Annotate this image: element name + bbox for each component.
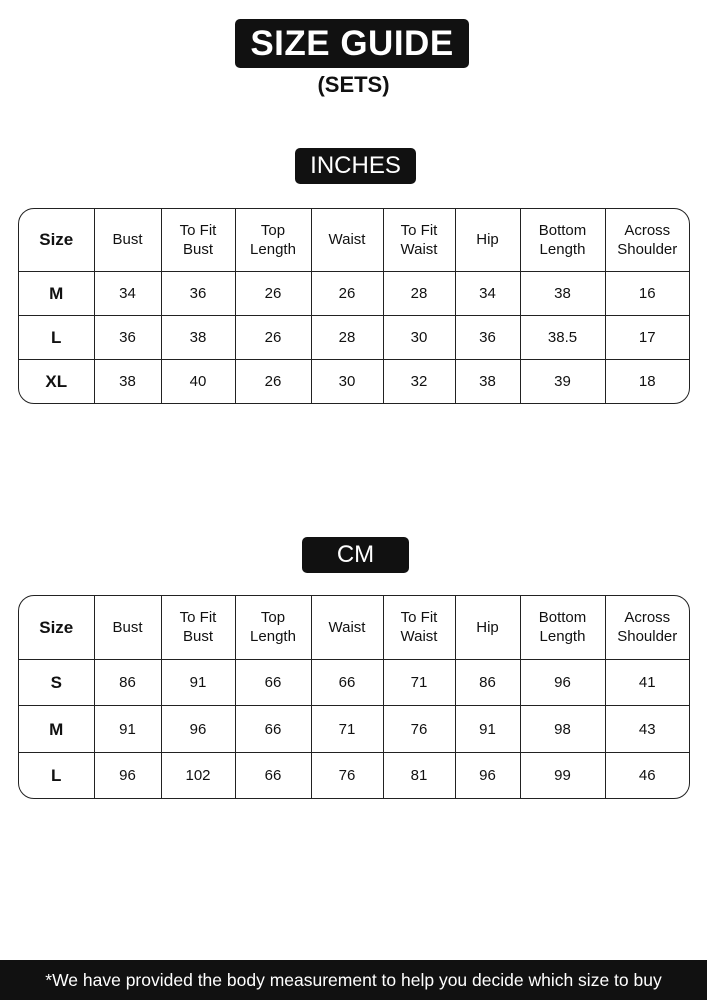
- column-header-hip: Hip: [455, 209, 520, 271]
- table-header-row: [19, 596, 689, 659]
- cm-size-table: [18, 595, 690, 799]
- column-header-size: Size: [19, 209, 94, 271]
- measurement-cell-to-fit-bust: 36: [161, 271, 235, 315]
- measurement-cell-to-fit-bust: 91: [161, 659, 235, 706]
- column-header-top-length: Top Length: [235, 596, 311, 659]
- column-header-waist: Waist: [311, 209, 383, 271]
- measurement-cell-top-length: 26: [235, 360, 311, 403]
- measurement-cell-to-fit-waist: 30: [383, 315, 455, 359]
- measurement-cell-bottom-length: 38.5: [520, 315, 605, 359]
- measurement-cell-to-fit-waist: 71: [383, 659, 455, 706]
- measurement-cell-across-shoulder: 16: [605, 271, 689, 315]
- column-header-bust: Bust: [94, 209, 161, 271]
- measurement-cell-waist: 71: [311, 706, 383, 753]
- measurement-cell-to-fit-bust: 40: [161, 360, 235, 403]
- measurement-cell-top-length: 66: [235, 659, 311, 706]
- measurement-cell-bust: 38: [94, 360, 161, 403]
- column-header-to-fit-waist: To Fit Waist: [383, 596, 455, 659]
- column-header-top-length: Top Length: [235, 209, 311, 271]
- measurement-cell-to-fit-bust: 96: [161, 706, 235, 753]
- measurement-cell-to-fit-waist: 76: [383, 706, 455, 753]
- measurement-cell-hip: 36: [455, 315, 520, 359]
- size-cell: L: [19, 315, 94, 359]
- column-header-hip: Hip: [455, 596, 520, 659]
- measurement-cell-to-fit-waist: 32: [383, 360, 455, 403]
- column-header-to-fit-bust: To Fit Bust: [161, 209, 235, 271]
- measurement-cell-top-length: 26: [235, 315, 311, 359]
- measurement-cell-hip: 96: [455, 752, 520, 798]
- inches-section-label: INCHES: [295, 148, 416, 184]
- cm-section-label: CM: [302, 537, 409, 573]
- measurement-cell-waist: 76: [311, 752, 383, 798]
- measurement-cell-waist: 66: [311, 659, 383, 706]
- size-cell: M: [19, 271, 94, 315]
- size-cell: M: [19, 706, 94, 753]
- measurement-cell-top-length: 66: [235, 706, 311, 753]
- measurement-cell-to-fit-waist: 28: [383, 271, 455, 315]
- measurement-cell-hip: 91: [455, 706, 520, 753]
- measurement-cell-bust: 96: [94, 752, 161, 798]
- measurement-cell-across-shoulder: 18: [605, 360, 689, 403]
- measurement-cell-across-shoulder: 46: [605, 752, 689, 798]
- column-header-bottom-length: Bottom Length: [520, 209, 605, 271]
- measurement-cell-to-fit-bust: 102: [161, 752, 235, 798]
- measurement-cell-waist: 28: [311, 315, 383, 359]
- size-cell: S: [19, 659, 94, 706]
- measurement-cell-top-length: 26: [235, 271, 311, 315]
- column-header-to-fit-bust: To Fit Bust: [161, 596, 235, 659]
- measurement-cell-bust: 91: [94, 706, 161, 753]
- measurement-cell-to-fit-bust: 38: [161, 315, 235, 359]
- page-title: SIZE GUIDE: [235, 19, 469, 68]
- measurement-cell-bottom-length: 99: [520, 752, 605, 798]
- column-header-bottom-length: Bottom Length: [520, 596, 605, 659]
- measurement-cell-bust: 86: [94, 659, 161, 706]
- column-header-across-shoulder: Across Shoulder: [605, 209, 689, 271]
- measurement-cell-waist: 30: [311, 360, 383, 403]
- measurement-cell-across-shoulder: 43: [605, 706, 689, 753]
- size-cell: XL: [19, 360, 94, 403]
- table-row: [19, 752, 689, 798]
- size-cell: L: [19, 752, 94, 798]
- measurement-cell-bottom-length: 98: [520, 706, 605, 753]
- measurement-cell-hip: 34: [455, 271, 520, 315]
- measurement-cell-hip: 86: [455, 659, 520, 706]
- table-header-row: [19, 209, 689, 271]
- measurement-cell-to-fit-waist: 81: [383, 752, 455, 798]
- inches-size-table: [18, 208, 690, 404]
- measurement-cell-bottom-length: 38: [520, 271, 605, 315]
- table-row: [19, 315, 689, 359]
- table-row: [19, 706, 689, 753]
- table-row: [19, 271, 689, 315]
- measurement-cell-across-shoulder: 41: [605, 659, 689, 706]
- footer-note: *We have provided the body measurement to help you decide which size to buy: [0, 960, 707, 1000]
- column-header-bust: Bust: [94, 596, 161, 659]
- measurement-cell-across-shoulder: 17: [605, 315, 689, 359]
- measurement-cell-top-length: 66: [235, 752, 311, 798]
- column-header-waist: Waist: [311, 596, 383, 659]
- column-header-size: Size: [19, 596, 94, 659]
- table-row: [19, 360, 689, 403]
- table-row: [19, 659, 689, 706]
- column-header-to-fit-waist: To Fit Waist: [383, 209, 455, 271]
- measurement-cell-bottom-length: 96: [520, 659, 605, 706]
- page-subtitle: (SETS): [317, 72, 390, 97]
- measurement-cell-bust: 34: [94, 271, 161, 315]
- measurement-cell-bust: 36: [94, 315, 161, 359]
- column-header-across-shoulder: Across Shoulder: [605, 596, 689, 659]
- measurement-cell-waist: 26: [311, 271, 383, 315]
- measurement-cell-bottom-length: 39: [520, 360, 605, 403]
- measurement-cell-hip: 38: [455, 360, 520, 403]
